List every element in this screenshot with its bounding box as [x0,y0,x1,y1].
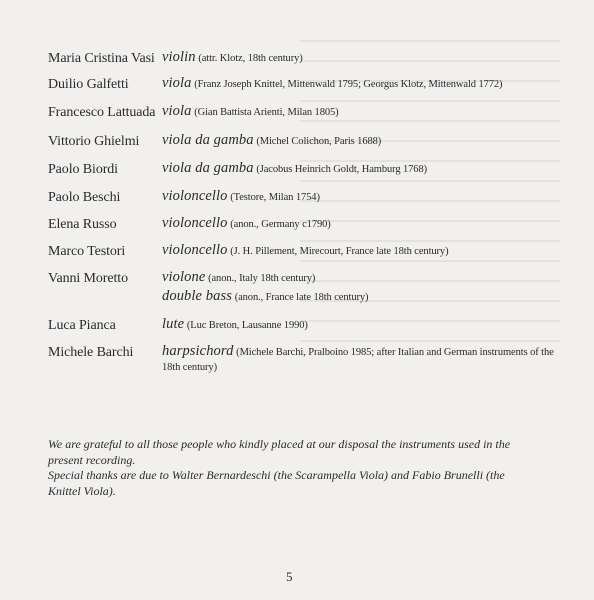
performer-name: Paolo Beschi [48,190,121,205]
instrument-details: (Luc Breton, Lausanne 1990) [186,320,308,331]
instrument-line [162,189,568,205]
instrument-line [162,216,568,232]
acknowledgement [48,437,538,499]
instrument-entry [162,50,568,66]
instrument-name: violoncello [162,215,228,231]
performer-name: Marco Testori [48,244,126,259]
page-number: 5 [286,569,293,584]
instrument-entry [162,243,568,259]
instrument-line [162,133,568,149]
instrument-line [162,344,568,375]
performer-row [48,104,568,121]
instrument-name: double bass [162,288,232,304]
instrument-entry [162,161,568,177]
instrument-line [162,161,568,177]
performer-row [48,50,568,67]
instrument-name: violin [162,49,196,65]
instrument-name: viola da gamba [162,132,254,148]
instrument-name: violoncello [162,242,228,258]
instrument-line [162,104,568,120]
performer-row [48,344,568,375]
instrument-details: (Testore, Milan 1754) [230,192,320,203]
instrument-details: (Jacobus Heinrich Goldt, Hamburg 1768) [256,164,428,175]
instrument-details: (attr. Klotz, 18th century) [198,53,303,64]
instrument-entry [162,344,568,375]
instrument-details: (Franz Joseph Knittel, Mittenwald 1795; Georgus Klotz, Mittenwald 1772) [194,79,503,90]
performer-row [48,161,568,178]
instrument-line [162,243,568,259]
instrument-name: lute [162,316,185,332]
performer-name: Elena Russo [48,217,117,232]
instrument-entry [162,189,568,205]
instrument-name: violone [162,269,206,285]
instrument-entry [162,270,568,305]
instrument-entry [162,133,568,149]
performer-name: Paolo Biordi [48,162,118,177]
performer-row [48,216,568,233]
acknowledgement-thanks: We are grateful to all those people who kindly placed at our disposal the instruments used in the present recording. [48,437,511,467]
instrument-line [162,76,568,92]
instrument-entry [162,76,568,92]
performer-row [48,76,568,93]
instrument-details: (anon., France late 18th century) [234,292,369,303]
instrument-details: (Michel Colichon, Paris 1688) [256,136,382,147]
performer-name: Maria Cristina Vasi [48,51,155,66]
performer-row [48,270,568,305]
instrument-details: (anon., Germany c1790) [230,219,331,230]
instrument-line [162,50,568,66]
instrument-entry [162,216,568,232]
performer-row [48,133,568,150]
performer-name: Michele Barchi [48,345,134,360]
instrument-name: violoncello [162,188,228,204]
performer-row [48,317,568,334]
performer-name: Vanni Moretto [48,271,128,286]
performer-name: Francesco Lattuada [48,105,156,120]
performer-row [48,189,568,206]
instrument-details: (Michele Barchi, Pralboino 1985; after Italian and German instruments of the 18th century) [162,347,554,373]
performer-name: Duilio Galfetti [48,77,129,92]
instrument-details: (anon., Italy 18th century) [208,273,316,284]
instrument-name: viola [162,75,192,91]
acknowledgement-special: Special thanks are due to Walter Bernardeschi (the Scarampella Viola) and Fabio Brunelli (the Knittel Viola). [48,468,505,498]
instrument-entry [162,104,568,120]
instrument-details: (Gian Battista Arienti, Milan 1805) [194,107,339,118]
instrument-line [162,270,568,286]
performer-row [48,243,568,260]
instrument-name: viola [162,103,192,119]
performer-roster [48,50,568,390]
instrument-entry [162,317,568,333]
instrument-line [162,289,568,305]
performer-name: Vittorio Ghielmi [48,134,140,149]
instrument-name: harpsichord [162,343,234,359]
instrument-line [162,317,568,333]
performer-name: Luca Pianca [48,318,116,333]
instrument-name: viola da gamba [162,160,254,176]
instrument-details: (J. H. Pillement, Mirecourt, France late 18th century) [230,246,449,257]
